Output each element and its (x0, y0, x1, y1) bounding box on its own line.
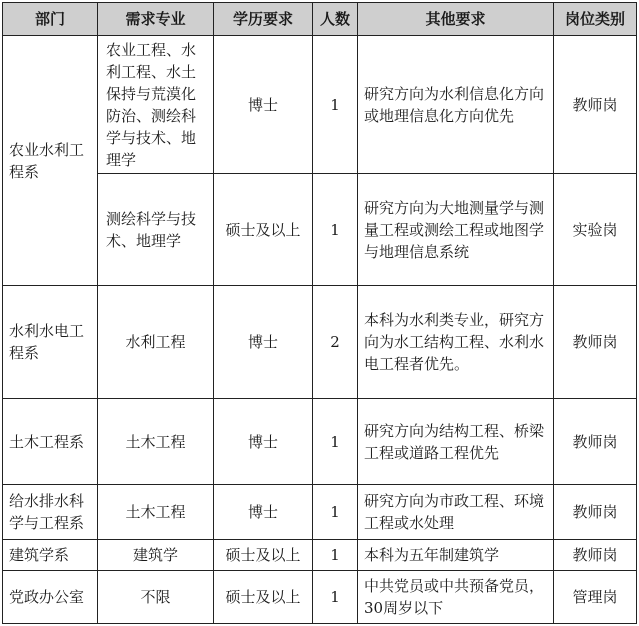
type-cell: 教师岗 (554, 399, 637, 485)
degree-cell: 硕士及以上 (214, 540, 313, 571)
major-cell: 建筑学 (98, 540, 214, 571)
table-row (3, 399, 637, 485)
degree-cell: 博士 (214, 286, 313, 399)
header-type: 岗位类别 (554, 3, 637, 36)
type-cell: 教师岗 (554, 540, 637, 571)
degree-cell: 博士 (214, 485, 313, 540)
dept-cell: 党政办公室 (3, 571, 98, 624)
header-dept: 部门 (3, 3, 98, 36)
header-degree: 学历要求 (214, 3, 313, 36)
type-cell: 实验岗 (554, 174, 637, 286)
header-major: 需求专业 (98, 3, 214, 36)
other-requirement-cell: 研究方向为水利信息化方向或地理信息化方向优先 (358, 36, 554, 174)
type-cell: 教师岗 (554, 36, 637, 174)
header-row (3, 3, 637, 36)
dept-cell: 建筑学系 (3, 540, 98, 571)
other-requirement-cell: 研究方向为市政工程、环境工程或水处理 (358, 485, 554, 540)
dept-cell: 农业水利工程系 (3, 36, 98, 286)
major-cell: 水利工程 (98, 286, 214, 399)
other-requirement-cell: 研究方向为大地测量学与测量工程或测绘工程或地图学与地理信息系统 (358, 174, 554, 286)
major-cell: 农业工程、水利工程、水土保持与荒漠化防治、测绘科学与技术、地理学 (98, 36, 214, 174)
dept-cell: 土木工程系 (3, 399, 98, 485)
count-cell: 1 (313, 36, 358, 174)
table-row (3, 540, 637, 571)
count-cell: 1 (313, 485, 358, 540)
dept-cell: 水利水电工程系 (3, 286, 98, 399)
table-row (3, 174, 637, 286)
degree-cell: 硕士及以上 (214, 174, 313, 286)
major-cell: 土木工程 (98, 399, 214, 485)
count-cell: 1 (313, 571, 358, 624)
table-row (3, 485, 637, 540)
other-requirement-cell: 研究方向为结构工程、桥梁工程或道路工程优先 (358, 399, 554, 485)
recruitment-table (2, 2, 637, 624)
major-cell: 测绘科学与技术、地理学 (98, 174, 214, 286)
other-requirement-cell: 本科为五年制建筑学 (358, 540, 554, 571)
other-requirement-cell: 中共党员或中共预备党员，30周岁以下 (358, 571, 554, 624)
table-row (3, 36, 637, 174)
type-cell: 管理岗 (554, 571, 637, 624)
table-row (3, 286, 637, 399)
count-cell: 2 (313, 286, 358, 399)
major-cell: 土木工程 (98, 485, 214, 540)
type-cell: 教师岗 (554, 485, 637, 540)
degree-cell: 博士 (214, 399, 313, 485)
table-row (3, 571, 637, 624)
header-other: 其他要求 (358, 3, 554, 36)
count-cell: 1 (313, 174, 358, 286)
degree-cell: 博士 (214, 36, 313, 174)
count-cell: 1 (313, 540, 358, 571)
major-cell: 不限 (98, 571, 214, 624)
header-count: 人数 (313, 3, 358, 36)
dept-cell: 给水排水科学与工程系 (3, 485, 98, 540)
type-cell: 教师岗 (554, 286, 637, 399)
count-cell: 1 (313, 399, 358, 485)
degree-cell: 硕士及以上 (214, 571, 313, 624)
other-requirement-cell: 本科为水利类专业，研究方向为水工结构工程、水利水电工程者优先。 (358, 286, 554, 399)
